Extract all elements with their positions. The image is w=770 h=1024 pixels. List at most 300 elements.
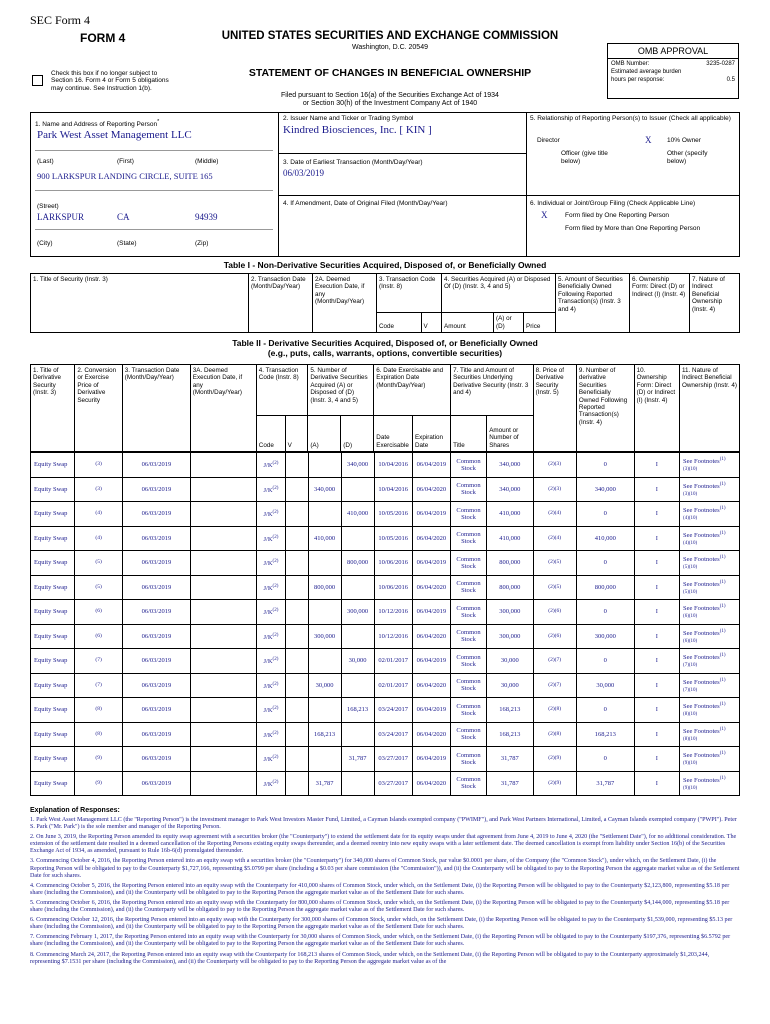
row-price: (2)(9) — [533, 747, 576, 772]
row-underlying-title: Common Stock — [450, 624, 486, 649]
row-v — [285, 502, 308, 527]
row-deemed — [190, 771, 256, 796]
row-owned: 0 — [576, 600, 634, 625]
row-date-exercisable: 10/12/2016 — [374, 600, 412, 625]
row-deemed — [190, 698, 256, 723]
row-security: Equity Swap — [31, 698, 75, 723]
row-date-exercisable: 10/04/2016 — [374, 477, 412, 502]
row-deemed — [190, 551, 256, 576]
row-expiration: 06/04/2020 — [412, 771, 450, 796]
row-underlying-amount: 300,000 — [487, 624, 533, 649]
row-acquired — [308, 698, 341, 723]
row-security: Equity Swap — [31, 477, 75, 502]
reporting-info-section — [30, 112, 740, 257]
row-date-exercisable: 10/05/2016 — [374, 526, 412, 551]
one-person-mark: X — [541, 210, 548, 220]
row-nature[interactable]: See Footnotes$^{(1)}$ (5)(10) — [680, 575, 740, 600]
row-nature[interactable]: See Footnotes$^{(1)}$ (4)(10) — [680, 526, 740, 551]
filing-label: 6. Individual or Joint/Group Filing (Check Applicable Line) — [530, 200, 696, 207]
row-conversion: (3) — [75, 453, 122, 478]
issuer-label: 2. Issuer Name and Ticker or Trading Symbol — [283, 115, 414, 122]
row-conversion: (3) — [75, 477, 122, 502]
t2-col-nature: 11. Nature of Indirect Beneficial Ownership (Instr. 4) — [679, 365, 739, 452]
row-acquired — [308, 551, 341, 576]
t1-col-title: 1. Title of Security (Instr. 3) — [31, 274, 249, 333]
footnote-7: 7. Commencing February 1, 2017, the Reporting Person entered into an equity swap with the Counterparty for 30,000 shares of Common Stock, under which, on the Settlement Date, (i) the Reporting Person will be obligated to pay to the Counterparty $197,376, representing $6.5792 per share (including the Commission), and (ii) the Counterparty will be obligated to pay to the Reporting Person the aggregate market value as of the Settlement Date for such shares. — [30, 934, 731, 948]
t2-sub-d: (D) — [341, 416, 374, 452]
row-owned: 410,000 — [576, 526, 634, 551]
footnote-8: 8. Commencing March 24, 2017, the Reporting Person entered into an equity swap with the Counterparty for 168,213 shares of Common Stock, under which, on the Settlement Date, (i) the Reporting Person will be obligated to pay to the Counterparty approximately $1,203,244, representing $7.1531 per share (including the Commission), and (ii) the Counterparty will be obligated to pay to the Reporting Person the aggregate market value as of the — [30, 951, 710, 965]
explanation-section — [30, 807, 740, 969]
row-date: 06/03/2019 — [122, 502, 190, 527]
row-expiration: 06/04/2020 — [412, 722, 450, 747]
row-nature[interactable]: See Footnotes$^{(1)}$ (5)(10) — [680, 551, 740, 576]
row-v — [285, 526, 308, 551]
table-row — [31, 673, 740, 698]
row-owned: 300,000 — [576, 624, 634, 649]
row-underlying-title: Common Stock — [450, 526, 486, 551]
first-label: (First) — [117, 158, 134, 165]
statement-title: STATEMENT OF CHANGES IN BENEFICIAL OWNERSHIP — [248, 67, 532, 79]
director-option[interactable]: Director — [537, 137, 560, 144]
row-acquired: 31,787 — [308, 771, 341, 796]
row-v — [285, 551, 308, 576]
row-expiration: 06/04/2020 — [412, 575, 450, 600]
reporting-person-label: 1. Name and Address of Reporting Person* — [35, 119, 160, 129]
row-date: 06/03/2019 — [122, 600, 190, 625]
row-conversion: (5) — [75, 551, 122, 576]
row-expiration: 06/04/2020 — [412, 624, 450, 649]
row-acquired: 300,000 — [308, 624, 341, 649]
row-deemed — [190, 747, 256, 772]
row-disposed: 30,000 — [341, 649, 374, 674]
row-price: (2)(8) — [533, 698, 576, 723]
zip-value: 94939 — [195, 212, 218, 222]
row-code: $J/K^{(2)}$ — [257, 771, 286, 796]
t1-sub-v: V — [421, 313, 441, 333]
row-date-exercisable: 03/24/2017 — [374, 722, 412, 747]
omb-hours-row — [608, 75, 738, 83]
row-underlying-amount: 30,000 — [487, 673, 533, 698]
table1 — [30, 273, 740, 333]
row-date: 06/03/2019 — [122, 698, 190, 723]
row-nature[interactable]: See Footnotes$^{(1)}$ (6)(10) — [680, 600, 740, 625]
more-person-option[interactable]: Form filed by More than One Reporting Person — [565, 225, 701, 232]
omb-title: OMB APPROVAL — [608, 44, 738, 59]
ten-pct-option[interactable]: 10% Owner — [667, 137, 701, 144]
row-nature[interactable]: See Footnotes$^{(1)}$ (7)(10) — [680, 673, 740, 698]
row-v — [285, 477, 308, 502]
table2-body — [30, 452, 740, 796]
row-security: Equity Swap — [31, 453, 75, 478]
row-expiration: 06/04/2019 — [412, 649, 450, 674]
row-owned: 340,000 — [576, 477, 634, 502]
filed-line-2: or Section 30(h) of the Investment Company Act of 1940 — [302, 100, 478, 107]
row-price: (2)(5) — [533, 551, 576, 576]
table2-title: Table II - Derivative Securities Acquired, Disposed of, or Beneficially Owned — [232, 338, 538, 348]
row-date-exercisable: 10/06/2016 — [374, 551, 412, 576]
row-security: Equity Swap — [31, 624, 75, 649]
row-v — [285, 722, 308, 747]
row-conversion: (9) — [75, 747, 122, 772]
officer-option[interactable]: Officer (give title below) — [561, 150, 608, 165]
row-code: $J/K^{(2)}$ — [257, 698, 286, 723]
row-date-exercisable: 10/12/2016 — [374, 624, 412, 649]
row-date-exercisable: 10/06/2016 — [374, 575, 412, 600]
table1-title: Table I - Non-Derivative Securities Acquired, Disposed of, or Beneficially Owned — [223, 260, 547, 270]
row-price: (2)(3) — [533, 477, 576, 502]
row-deemed — [190, 673, 256, 698]
row-form: I — [634, 747, 679, 772]
footnote-3: 3. Commencing October 4, 2016, the Reporting Person entered into an equity swap with a securities broker (the "Counterparty") for 340,000 shares of Common Stock, par value $0.0001 per share, of the Company (the "Common Stock"), under which, on the Settlement Date, (i) the Reporting Person will be obligated to pay to the Counterparty $1,727,166, representing $5.0799 per share (including a $0.03 per share commission (the "Commission")), and (ii) the Counterparty will be obligated to pay to the Reporting Person the aggregate market value as of the Settlement Date for such shares. — [30, 858, 740, 879]
row-acquired — [308, 600, 341, 625]
row-date: 06/03/2019 — [122, 624, 190, 649]
row-nature[interactable]: See Footnotes$^{(1)}$ (8)(10) — [680, 698, 740, 723]
t2-col-number: 5. Number of Derivative Securities Acquired (A) or Disposed of (D) (Instr. 3, 4 and 5) — [308, 365, 374, 416]
row-underlying-title: Common Stock — [450, 551, 486, 576]
t1-col-code: 3. Transaction Code (Instr. 8) — [377, 274, 442, 313]
row-v — [285, 673, 308, 698]
t2-col-deemed: 3A. Deemed Execution Date, if any (Month/Day/Year) — [190, 365, 256, 452]
row-security: Equity Swap — [31, 722, 75, 747]
table-row — [31, 600, 740, 625]
row-deemed — [190, 722, 256, 747]
city-label: (City) — [37, 240, 53, 247]
reporting-person-box — [31, 113, 279, 256]
omb-hours-label: hours per response: — [611, 77, 665, 83]
row-owned: 0 — [576, 551, 634, 576]
row-date: 06/03/2019 — [122, 526, 190, 551]
zip-label: (Zip) — [195, 240, 209, 247]
t2-col-price: 8. Price of Derivative Security (Instr. 5) — [533, 365, 576, 452]
row-acquired: 800,000 — [308, 575, 341, 600]
t2-col-form: 10. Ownership Form: Direct (D) or Indirect (I) (Instr. 4) — [634, 365, 679, 452]
sec-form-label: SEC Form 4 — [30, 13, 91, 27]
row-disposed — [341, 673, 374, 698]
explanation-title: Explanation of Responses: — [30, 807, 120, 814]
t2-sub-exp: Expiration Date — [412, 416, 450, 452]
row-security: Equity Swap — [31, 502, 75, 527]
row-security: Equity Swap — [31, 575, 75, 600]
row-owned: 0 — [576, 649, 634, 674]
row-nature[interactable]: See Footnotes$^{(1)}$ (3)(10) — [680, 453, 740, 478]
row-date-exercisable: 02/01/2017 — [374, 673, 412, 698]
omb-number-label: OMB Number: — [611, 61, 650, 67]
t2-col-conversion: 2. Conversion or Exercise Price of Derivative Security — [75, 365, 122, 452]
row-underlying-amount: 800,000 — [487, 551, 533, 576]
section16-note: Check this box if no longer subject to Section 16. Form 4 or Form 5 obligations may continue. See Instruction 1(b). — [51, 70, 169, 92]
row-acquired — [308, 649, 341, 674]
row-date: 06/03/2019 — [122, 722, 190, 747]
row-conversion: (6) — [75, 624, 122, 649]
agency-city: Washington, D.C. 20549 — [351, 44, 428, 51]
omb-number: 3235-0287 — [706, 61, 735, 67]
form-title: FORM 4 — [80, 31, 126, 45]
row-nature[interactable]: See Footnotes$^{(1)}$ (3)(10) — [680, 477, 740, 502]
row-form: I — [634, 477, 679, 502]
row-security: Equity Swap — [31, 649, 75, 674]
filed-pursuant — [200, 92, 580, 108]
city-value: LARKSPUR — [37, 212, 85, 222]
row-v — [285, 453, 308, 478]
row-expiration: 06/04/2019 — [412, 698, 450, 723]
t2-sub-date-ex: Date Exercisable — [374, 416, 413, 452]
row-underlying-amount: 410,000 — [487, 526, 533, 551]
row-conversion: (6) — [75, 600, 122, 625]
row-expiration: 06/04/2020 — [412, 673, 450, 698]
t1-col-deemed: 2A. Deemed Execution Date, if any (Month/Day/Year) — [313, 274, 377, 333]
row-v — [285, 649, 308, 674]
t1-sub-amount: Amount — [442, 313, 494, 333]
row-v — [285, 624, 308, 649]
row-underlying-title: Common Stock — [450, 477, 486, 502]
row-price: (2)(6) — [533, 624, 576, 649]
row-nature[interactable]: See Footnotes$^{(1)}$ (4)(10) — [680, 502, 740, 527]
row-owned: 168,213 — [576, 722, 634, 747]
row-date-exercisable: 02/01/2017 — [374, 649, 412, 674]
row-deemed — [190, 624, 256, 649]
row-acquired: 30,000 — [308, 673, 341, 698]
row-v — [285, 575, 308, 600]
street-value: 900 LARKSPUR LANDING CIRCLE, SUITE 165 — [37, 171, 213, 181]
row-code: $J/K^{(2)}$ — [257, 722, 286, 747]
row-conversion: (8) — [75, 722, 122, 747]
row-code: $J/K^{(2)}$ — [257, 649, 286, 674]
row-form: I — [634, 502, 679, 527]
table-row — [31, 575, 740, 600]
row-code: $J/K^{(2)}$ — [257, 624, 286, 649]
relationship-label: 5. Relationship of Reporting Person(s) to Issuer (Check all applicable) — [530, 115, 731, 122]
row-price: (2)(4) — [533, 526, 576, 551]
footnote-1: 1. Park West Asset Management LLC (the "Reporting Person") is the investment manager to Park West Investors Master Fund, Limited, a Cayman Islands exempted company ("PWIMF"), and Park West Partners International, Limited, a Cayman Islands exempted company ("PWPI"). Peter S. Park ("Mr. Park") is the sole member and manager of the Reporting Person. — [30, 817, 737, 831]
row-underlying-title: Common Stock — [450, 453, 486, 478]
t2-col-exercise: 6. Date Exercisable and Expiration Date (Month/Day/Year) — [374, 365, 451, 416]
row-code: $J/K^{(2)}$ — [257, 477, 286, 502]
row-nature[interactable]: See Footnotes$^{(1)}$ (7)(10) — [680, 649, 740, 674]
row-price: (2)(5) — [533, 575, 576, 600]
row-price: (2)(4) — [533, 502, 576, 527]
row-underlying-amount: 800,000 — [487, 575, 533, 600]
row-deemed — [190, 600, 256, 625]
table2-header — [30, 364, 740, 452]
row-conversion: (4) — [75, 502, 122, 527]
row-disposed: 800,000 — [341, 551, 374, 576]
row-deemed — [190, 477, 256, 502]
row-owned: 0 — [576, 698, 634, 723]
row-owned: 31,787 — [576, 771, 634, 796]
t2-col-code: 4. Transaction Code (Instr. 8) — [256, 365, 308, 416]
row-code: $J/K^{(2)}$ — [257, 673, 286, 698]
row-code: $J/K^{(2)}$ — [257, 526, 286, 551]
t2-col-title: 1. Title of Derivative Security (Instr. 3) — [31, 365, 75, 452]
t1-sub-price: Price — [524, 313, 556, 333]
row-acquired — [308, 747, 341, 772]
row-underlying-amount: 340,000 — [487, 453, 533, 478]
row-nature[interactable]: See Footnotes$^{(1)}$ (6)(10) — [680, 624, 740, 649]
footnote-6: 6. Commencing October 12, 2016, the Reporting Person entered into an equity swap with the Counterparty for 300,000 shares of Common Stock, under which, on the Settlement Date, (i) the Reporting Person will be obligated to pay to the Counterparty $1,539,000, representing $5.13 per share (including the Commission), and (ii) the Counterparty will be obligated to pay to the Reporting Person the aggregate market value as of the Settlement Date for such shares. — [30, 917, 733, 931]
table-row — [31, 624, 740, 649]
row-disposed: 410,000 — [341, 502, 374, 527]
t1-sub-code: Code — [377, 313, 422, 333]
row-date: 06/03/2019 — [122, 453, 190, 478]
filed-line-1: Filed pursuant to Section 16(a) of the Securities Exchange Act of 1934 — [281, 92, 499, 99]
table-row — [31, 722, 740, 747]
footnote-5: 5. Commencing October 6, 2016, the Reporting Person entered into an equity swap with the Counterparty for 800,000 shares of Common Stock, under which, on the Settlement Date, (i) the Reporting Person will be obligated to pay to the Counterparty $4,144,000, representing $5.18 per share (including the Commission), and (ii) the Counterparty will be obligated to pay to the Reporting Person the aggregate market value as of the Settlement Date for such shares. — [30, 899, 730, 914]
row-acquired: 340,000 — [308, 477, 341, 502]
row-date-exercisable: 03/27/2017 — [374, 771, 412, 796]
t1-col-securities: 4. Securities Acquired (A) or Disposed Of (D) (Instr. 3, 4 and 5) — [442, 274, 556, 313]
row-nature[interactable]: See Footnotes$^{(1)}$ (8)(10) — [680, 722, 740, 747]
issuer-ticker: KIN — [405, 124, 426, 136]
t2-col-date: 3. Transaction Date (Month/Day/Year) — [122, 365, 190, 452]
row-disposed — [341, 575, 374, 600]
t2-col-underlying: 7. Title and Amount of Securities Underlying Derivative Security (Instr. 3 and 4) — [451, 365, 533, 416]
table2-title-block — [30, 338, 740, 358]
table-row — [31, 771, 740, 796]
row-underlying-title: Common Stock — [450, 722, 486, 747]
row-security: Equity Swap — [31, 673, 75, 698]
row-v — [285, 747, 308, 772]
row-date: 06/03/2019 — [122, 649, 190, 674]
relationship-box — [527, 113, 739, 256]
row-conversion: (5) — [75, 575, 122, 600]
row-date: 06/03/2019 — [122, 575, 190, 600]
row-date: 06/03/2019 — [122, 673, 190, 698]
row-v — [285, 698, 308, 723]
other-option[interactable]: Other (specify below) — [667, 150, 708, 165]
row-form: I — [634, 624, 679, 649]
row-security: Equity Swap — [31, 526, 75, 551]
row-form: I — [634, 698, 679, 723]
omb-approval-box — [607, 43, 739, 99]
earliest-date-label: 3. Date of Earliest Transaction (Month/Day/Year) — [283, 159, 423, 166]
t2-sub-code: Code — [256, 416, 285, 452]
row-code: $J/K^{(2)}$ — [257, 600, 286, 625]
row-underlying-amount: 31,787 — [487, 747, 533, 772]
table-row — [31, 477, 740, 502]
row-date-exercisable: 10/04/2016 — [374, 453, 412, 478]
table-row — [31, 526, 740, 551]
row-date-exercisable: 03/27/2017 — [374, 747, 412, 772]
row-disposed — [341, 624, 374, 649]
row-underlying-title: Common Stock — [450, 771, 486, 796]
row-expiration: 06/04/2019 — [412, 453, 450, 478]
t2-sub-amount: Amount or Number of Shares — [487, 416, 533, 452]
row-deemed — [190, 575, 256, 600]
row-security: Equity Swap — [31, 771, 75, 796]
row-conversion: (8) — [75, 698, 122, 723]
row-date: 06/03/2019 — [122, 747, 190, 772]
row-deemed — [190, 453, 256, 478]
row-underlying-title: Common Stock — [450, 502, 486, 527]
row-expiration: 06/04/2020 — [412, 526, 450, 551]
row-acquired: 168,213 — [308, 722, 341, 747]
row-underlying-amount: 300,000 — [487, 600, 533, 625]
row-disposed — [341, 722, 374, 747]
row-security: Equity Swap — [31, 747, 75, 772]
section16-checkbox[interactable] — [32, 75, 43, 86]
row-expiration: 06/04/2019 — [412, 747, 450, 772]
row-conversion: (4) — [75, 526, 122, 551]
row-disposed: 300,000 — [341, 600, 374, 625]
row-security: Equity Swap — [31, 551, 75, 576]
row-underlying-title: Common Stock — [450, 698, 486, 723]
row-v — [285, 600, 308, 625]
row-nature[interactable]: See Footnotes$^{(1)}$ (9)(10) — [680, 771, 740, 796]
row-form: I — [634, 771, 679, 796]
row-form: I — [634, 575, 679, 600]
t1-sub-ad: (A) or (D) — [494, 313, 524, 333]
row-deemed — [190, 502, 256, 527]
footnote-2: 2. On June 3, 2019, the Reporting Person amended its equity swap agreement with a securities broker (the "Counterparty") to extend the settlement date for its equity swaps under that agreement from June 4, 2019 to June 4, 2020 (the "Settlement Date"), for no additional consideration. The extension of the settlement date resulted in a deemed cancellation of the Reporting Persons existing equity swaps thereunder, and a deemed reentry into new equity swaps with a later settlement date. The deemed cancellation is exempt from liability under Section 16(b) of the Securities Exchange Act of 1934, as amended, pursuant to Rule 16b-6(d) promulgated thereunder. — [30, 834, 737, 855]
row-underlying-title: Common Stock — [450, 600, 486, 625]
row-owned: 0 — [576, 502, 634, 527]
row-price: (2)(6) — [533, 600, 576, 625]
reporting-person-name[interactable]: Park West Asset Management LLC — [37, 129, 192, 141]
row-form: I — [634, 649, 679, 674]
row-disposed: 340,000 — [341, 453, 374, 478]
row-price: (2)(7) — [533, 649, 576, 674]
row-code: $J/K^{(2)}$ — [257, 575, 286, 600]
t1-col-amount: 5. Amount of Securities Beneficially Owned Following Reported Transaction(s) (Instr. 3 and 4) — [556, 274, 630, 333]
one-person-option[interactable]: Form filed by One Reporting Person — [565, 212, 670, 219]
row-owned: 30,000 — [576, 673, 634, 698]
t1-col-ownership: 6. Ownership Form: Direct (D) or Indirect (I) (Instr. 4) — [630, 274, 690, 333]
omb-hours: 0.5 — [726, 77, 735, 83]
row-expiration: 06/04/2019 — [412, 551, 450, 576]
issuer-name[interactable]: Kindred Biosciences, Inc. [ KIN ] — [283, 124, 432, 136]
footnote-4: 4. Commencing October 5, 2016, the Reporting Person entered into an equity swap with the Counterparty for 410,000 shares of Common Stock, under which, on the Settlement Date, (i) the Reporting Person will be obligated to pay to the Counterparty $2,123,800, representing $5.18 per share (including the Commission), and (ii) the Counterparty will be obligated to pay to the Reporting Person the aggregate market value as of the Settlement Date for such shares. — [30, 882, 730, 896]
row-expiration: 06/04/2019 — [412, 600, 450, 625]
row-underlying-title: Common Stock — [450, 575, 486, 600]
row-conversion: (7) — [75, 649, 122, 674]
row-underlying-title: Common Stock — [450, 673, 486, 698]
row-code: $J/K^{(2)}$ — [257, 453, 286, 478]
row-form: I — [634, 600, 679, 625]
omb-number-row — [608, 59, 738, 67]
row-code: $J/K^{(2)}$ — [257, 747, 286, 772]
table-row — [31, 747, 740, 772]
row-owned: 0 — [576, 747, 634, 772]
row-disposed — [341, 526, 374, 551]
t2-sub-title: Title — [451, 416, 487, 452]
t1-col-date: 2. Transaction Date (Month/Day/Year) — [249, 274, 313, 333]
row-conversion: (7) — [75, 673, 122, 698]
table-row — [31, 551, 740, 576]
row-nature[interactable]: See Footnotes$^{(1)}$ (9)(10) — [680, 747, 740, 772]
row-underlying-title: Common Stock — [450, 747, 486, 772]
table2-subtitle: (e.g., puts, calls, warrants, options, convertible securities) — [267, 348, 503, 358]
row-price: (2)(7) — [533, 673, 576, 698]
row-expiration: 06/04/2019 — [412, 502, 450, 527]
row-expiration: 06/04/2020 — [412, 477, 450, 502]
street-label: (Street) — [37, 203, 59, 210]
row-owned: 800,000 — [576, 575, 634, 600]
row-date: 06/03/2019 — [122, 551, 190, 576]
row-form: I — [634, 673, 679, 698]
row-date-exercisable: 03/24/2017 — [374, 698, 412, 723]
row-underlying-amount: 168,213 — [487, 698, 533, 723]
omb-burden-label: Estimated average burden — [611, 69, 682, 75]
row-disposed: 31,787 — [341, 747, 374, 772]
row-date-exercisable: 10/05/2016 — [374, 502, 412, 527]
earliest-date: 06/03/2019 — [283, 168, 325, 178]
row-underlying-amount: 340,000 — [487, 477, 533, 502]
row-underlying-amount: 410,000 — [487, 502, 533, 527]
row-date: 06/03/2019 — [122, 477, 190, 502]
row-underlying-title: Common Stock — [450, 649, 486, 674]
row-acquired: 410,000 — [308, 526, 341, 551]
